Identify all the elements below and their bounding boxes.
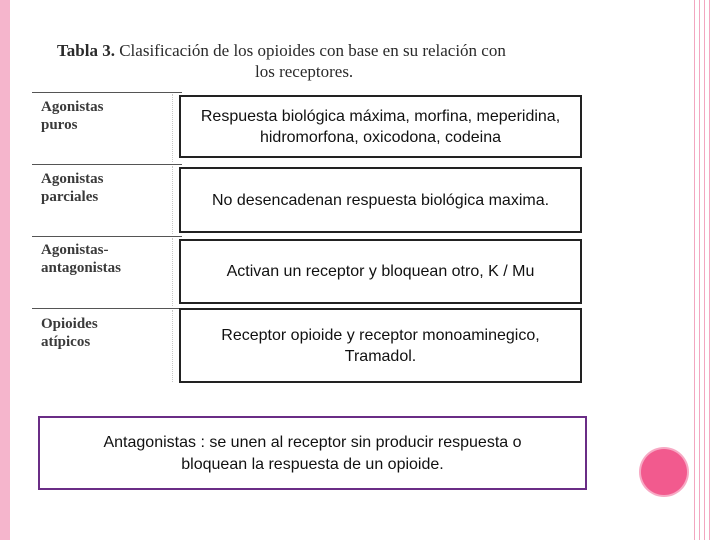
row-divider (32, 308, 182, 309)
description-box-agonistas-puros (179, 95, 582, 158)
column-separator (172, 238, 173, 306)
row-label-line1: Agonistas- (41, 242, 109, 258)
right-decorative-line-3 (704, 0, 705, 540)
row-label-line1: Agonistas (41, 171, 104, 187)
right-decorative-line-2 (699, 0, 700, 540)
row-label-agonistas-puros (41, 98, 171, 134)
row-label-line2: atípicos (41, 334, 91, 350)
column-separator (172, 310, 173, 382)
row-label-line2: parciales (41, 189, 99, 205)
table-number: Tabla 3. (57, 41, 115, 60)
title-text-line2: los receptores. (255, 62, 354, 81)
row-label-opioides-atipicos (41, 315, 171, 351)
description-text: Respuesta biológica máxima, morfina, meperidina, hidromorfona, oxicodona, codeina (200, 107, 561, 146)
description-text: Activan un receptor y bloquean otro, K / Mu (226, 263, 535, 280)
row-divider (32, 164, 182, 165)
row-divider (32, 92, 182, 93)
description-box-opioides-atipicos (179, 308, 582, 383)
row-label-line1: Agonistas (41, 99, 104, 115)
row-label-line2: puros (41, 117, 78, 133)
column-separator (172, 94, 173, 162)
description-text: Receptor opioide y receptor monoaminegico, Tramadol. (221, 326, 540, 365)
title-text-line1: Clasificación de los opioides con base en su relación con (119, 41, 506, 60)
right-decorative-line-4 (709, 0, 710, 540)
antagonistas-note-box (38, 416, 587, 490)
description-box-agonistas-parciales (179, 167, 582, 233)
table-title (57, 40, 577, 82)
left-decorative-bar (0, 0, 10, 540)
description-text: No desencadenan respuesta biológica maxima. (211, 191, 550, 209)
row-divider (32, 236, 182, 237)
row-label-agonistas-antagonistas (41, 241, 171, 277)
note-text: Antagonistas : se unen al receptor sin producir respuesta o bloquean la respuesta de un opioide. (103, 434, 522, 473)
row-label-line2: antagonistas (41, 260, 122, 276)
right-decorative-line-1 (694, 0, 695, 540)
row-label-line1: Opioides (41, 316, 98, 332)
description-box-agonistas-antagonistas (179, 239, 582, 304)
row-label-agonistas-parciales (41, 170, 171, 206)
decorative-pink-circle (641, 449, 687, 495)
column-separator (172, 166, 173, 234)
